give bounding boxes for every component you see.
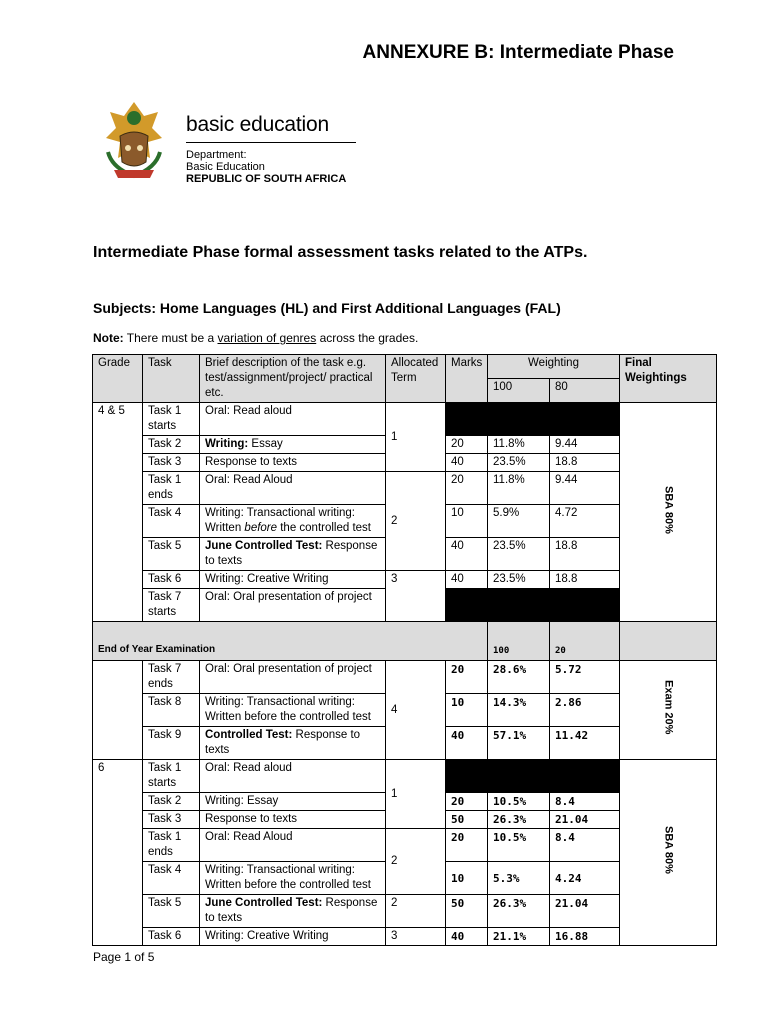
description-text: Response to texts xyxy=(205,897,378,924)
department-label: Department: xyxy=(186,149,247,161)
description-cell xyxy=(200,571,386,589)
eoy-weight-20: 20 xyxy=(550,622,620,661)
header-weighting-80: 80 xyxy=(550,379,620,403)
weight-100-cell: 57.1% xyxy=(488,727,550,760)
final-weighting-label: Exam 20% xyxy=(662,680,675,735)
description-cell xyxy=(200,895,386,928)
description-bold: Controlled Test: xyxy=(205,729,293,741)
description-text: Oral: Read aloud xyxy=(205,762,292,774)
marks-cell: 50 xyxy=(446,895,488,928)
term-cell: 2 xyxy=(386,472,446,571)
note-text-1: There must be a xyxy=(123,331,218,345)
description-bold: Writing: xyxy=(205,438,249,450)
weight-80-cell: 8.4 xyxy=(550,793,620,811)
term-cell: 2 xyxy=(386,829,446,895)
weight-80-cell: 2.86 xyxy=(550,694,620,727)
task-cell: Task 2 xyxy=(143,793,200,811)
term-cell: 2 xyxy=(386,895,446,928)
description-cell xyxy=(200,829,386,862)
description-cell xyxy=(200,760,386,793)
weight-100-cell: 5.9% xyxy=(488,505,550,538)
task-cell: Task 2 xyxy=(143,436,200,454)
weight-80-cell: 11.42 xyxy=(550,727,620,760)
marks-cell: 40 xyxy=(446,454,488,472)
weight-100-cell: 23.5% xyxy=(488,538,550,571)
task-cell: Task 4 xyxy=(143,862,200,895)
eoy-header-row xyxy=(93,622,717,661)
marks-cell: 40 xyxy=(446,538,488,571)
term-cell: 1 xyxy=(386,760,446,829)
description-cell xyxy=(200,661,386,694)
document-title: Intermediate Phase formal assessment tasks related to the ATPs. xyxy=(93,244,588,261)
task-cell: Task 9 xyxy=(143,727,200,760)
description-cell xyxy=(200,472,386,505)
weight-80-cell: 9.44 xyxy=(550,436,620,454)
description-text: Oral: Read aloud xyxy=(205,405,292,417)
description-cell xyxy=(200,811,386,829)
final-weighting-label: SBA 80% xyxy=(662,826,675,874)
marks-cell: 40 xyxy=(446,571,488,589)
term-cell: 1 xyxy=(386,403,446,472)
header-task: Task xyxy=(143,355,200,403)
blackout-cell xyxy=(446,403,620,436)
description-text: Writing: Creative Writing xyxy=(205,930,329,942)
table-row xyxy=(93,403,717,436)
task-cell: Task 7 ends xyxy=(143,661,200,694)
header-term: Allocated Term xyxy=(386,355,446,403)
description-cell xyxy=(200,793,386,811)
description-cell xyxy=(200,538,386,571)
header-grade: Grade xyxy=(93,355,143,403)
grade-cell: 6 xyxy=(93,760,143,946)
annexure-title: ANNEXURE B: Intermediate Phase xyxy=(362,42,674,63)
weight-100-cell: 11.8% xyxy=(488,472,550,505)
term-cell: 3 xyxy=(386,928,446,946)
header-weighting-100: 100 xyxy=(488,379,550,403)
weight-100-cell: 23.5% xyxy=(488,571,550,589)
description-text: Writing: Transactional writing: Written before the controlled test xyxy=(205,696,371,723)
weight-80-cell: 5.72 xyxy=(550,661,620,694)
term-cell: 3 xyxy=(386,571,446,622)
description-cell xyxy=(200,862,386,895)
task-cell: Task 8 xyxy=(143,694,200,727)
weight-80-cell: 4.24 xyxy=(550,862,620,895)
blackout-cell xyxy=(446,760,620,793)
description-cell xyxy=(200,589,386,622)
task-cell: Task 7 starts xyxy=(143,589,200,622)
marks-cell: 50 xyxy=(446,811,488,829)
final-weighting-sba xyxy=(620,403,717,622)
eoy-label: End of Year Examination xyxy=(93,622,488,661)
table-row xyxy=(93,661,717,694)
marks-cell: 40 xyxy=(446,928,488,946)
marks-cell: 20 xyxy=(446,793,488,811)
eoy-final-cell xyxy=(620,622,717,661)
marks-cell: 20 xyxy=(446,661,488,694)
description-text: Oral: Oral presentation of project xyxy=(205,591,372,603)
description-cell: Writing: Transactional writing: Written before the controlled test xyxy=(200,505,386,538)
description-text: Oral: Read Aloud xyxy=(205,474,293,486)
task-cell: Task 5 xyxy=(143,538,200,571)
weight-100-cell: 10.5% xyxy=(488,829,550,862)
header-description: Brief description of the task e.g. test/assignment/project/ practical etc. xyxy=(200,355,386,403)
header-weighting: Weighting xyxy=(488,355,620,379)
description-text: Writing: Essay xyxy=(205,795,279,807)
table-row xyxy=(93,760,717,793)
subjects-heading: Subjects: Home Languages (HL) and First Additional Languages (FAL) xyxy=(93,300,561,316)
description-text: Oral: Read Aloud xyxy=(205,831,293,843)
eoy-weight-100: 100 xyxy=(488,622,550,661)
note-line xyxy=(93,331,418,345)
weight-80-cell: 9.44 xyxy=(550,472,620,505)
weight-80-cell: 18.8 xyxy=(550,571,620,589)
blackout-cell xyxy=(446,589,620,622)
final-weighting-label: SBA 80% xyxy=(662,485,675,534)
marks-cell: 20 xyxy=(446,829,488,862)
task-cell: Task 1 starts xyxy=(143,403,200,436)
description-text: Response to texts xyxy=(205,729,361,756)
weight-80-cell: 18.8 xyxy=(550,454,620,472)
description-text: Response to texts xyxy=(205,540,378,567)
description-text: Writing: Transactional writing: Written before the controlled test xyxy=(205,864,371,891)
description-text: Essay xyxy=(248,438,283,450)
term-cell: 4 xyxy=(386,661,446,760)
description-cell xyxy=(200,454,386,472)
task-cell: Task 1 starts xyxy=(143,760,200,793)
brand-rule xyxy=(186,142,356,143)
description-text: Response to texts xyxy=(205,456,298,468)
description-text: Oral: Oral presentation of project xyxy=(205,663,372,675)
description-cell xyxy=(200,928,386,946)
page-number: Page 1 of 5 xyxy=(93,950,155,964)
description-italic: before xyxy=(244,522,278,534)
note-text-2: across the grades. xyxy=(316,331,419,345)
weight-100-cell: 11.8% xyxy=(488,436,550,454)
weight-80-cell: 21.04 xyxy=(550,811,620,829)
task-cell: Task 5 xyxy=(143,895,200,928)
country-name: REPUBLIC OF SOUTH AFRICA xyxy=(186,173,347,185)
weight-100-cell: 5.3% xyxy=(488,862,550,895)
brand-block xyxy=(186,113,356,185)
brand-name: basic education xyxy=(186,113,329,136)
description-cell xyxy=(200,436,386,454)
description-bold: June Controlled Test: xyxy=(205,897,323,909)
coat-of-arms-logo xyxy=(100,98,168,182)
marks-cell: 10 xyxy=(446,505,488,538)
weight-100-cell: 28.6% xyxy=(488,661,550,694)
task-cell: Task 6 xyxy=(143,571,200,589)
note-label: Note: xyxy=(93,331,124,345)
description-cell xyxy=(200,727,386,760)
marks-cell: 20 xyxy=(446,472,488,505)
marks-cell: 10 xyxy=(446,694,488,727)
header-marks: Marks xyxy=(446,355,488,403)
header-final: Final Weightings xyxy=(620,355,717,403)
weight-80-cell: 18.8 xyxy=(550,538,620,571)
description-text: Response to texts xyxy=(205,813,298,825)
description-cell xyxy=(200,403,386,436)
weight-100-cell: 14.3% xyxy=(488,694,550,727)
weight-80-cell: 4.72 xyxy=(550,505,620,538)
assessment-table xyxy=(92,354,717,946)
final-weighting-sba xyxy=(620,760,717,946)
weight-100-cell: 23.5% xyxy=(488,454,550,472)
final-weighting-exam xyxy=(620,661,717,760)
note-emphasis: variation of genres xyxy=(217,331,317,345)
weight-100-cell: 26.3% xyxy=(488,895,550,928)
description-cell xyxy=(200,694,386,727)
weight-100-cell: 21.1% xyxy=(488,928,550,946)
task-cell: Task 1 ends xyxy=(143,472,200,505)
weight-80-cell: 8.4 xyxy=(550,829,620,862)
task-cell: Task 3 xyxy=(143,454,200,472)
marks-cell: 20 xyxy=(446,436,488,454)
weight-100-cell: 26.3% xyxy=(488,811,550,829)
marks-cell: 10 xyxy=(446,862,488,895)
grade-cell-empty xyxy=(93,661,143,760)
task-cell: Task 6 xyxy=(143,928,200,946)
task-cell: Task 1 ends xyxy=(143,829,200,862)
weight-80-cell: 21.04 xyxy=(550,895,620,928)
task-cell: Task 4 xyxy=(143,505,200,538)
marks-cell: 40 xyxy=(446,727,488,760)
grade-cell: 4 & 5 xyxy=(93,403,143,622)
weight-100-cell: 10.5% xyxy=(488,793,550,811)
weight-80-cell: 16.88 xyxy=(550,928,620,946)
description-bold: June Controlled Test: xyxy=(205,540,323,552)
department-name: Basic Education xyxy=(186,161,265,173)
description-text: Writing: Creative Writing xyxy=(205,573,329,585)
task-cell: Task 3 xyxy=(143,811,200,829)
